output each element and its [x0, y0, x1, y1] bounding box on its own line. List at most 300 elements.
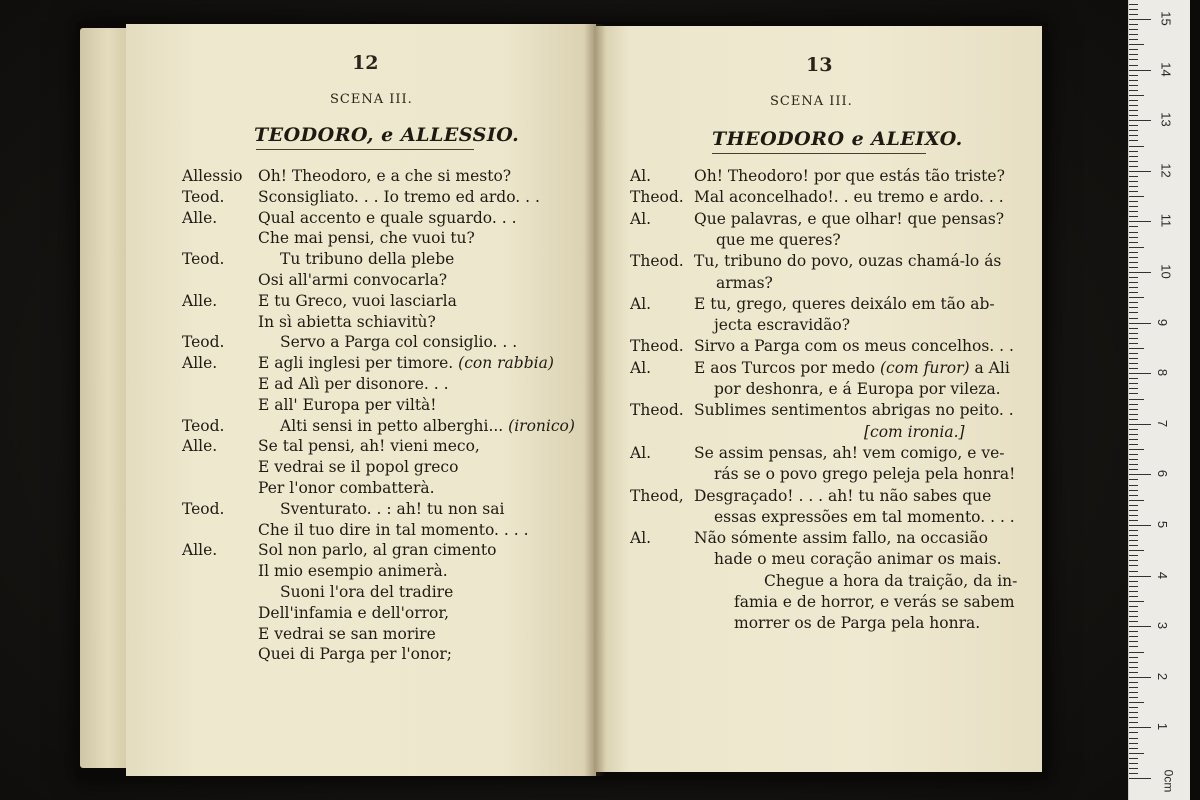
dialogue-line: [258, 604, 449, 622]
dialogue-line: [280, 250, 454, 268]
line-text: por deshonra, e á Europa por vileza.: [714, 380, 1001, 398]
ruler-tick: [1129, 267, 1138, 268]
ruler-tick: [1129, 677, 1151, 678]
ruler-tick: [1129, 748, 1138, 749]
speaker-label: Teod.: [182, 187, 225, 206]
ruler-tick: [1129, 560, 1138, 561]
line-text: Il mio esempio animerà.: [258, 562, 448, 581]
dialogue-line: [280, 333, 517, 351]
ruler-tick: [1129, 768, 1138, 769]
ruler-tick: [1129, 348, 1144, 349]
line-text: Sirvo a Parga com os meus concelhos. . .: [694, 337, 1014, 356]
ruler-tick: [1129, 186, 1138, 187]
line-text: Que palavras, e que olhar! que pensas?: [694, 209, 1005, 228]
dialogue-line: [258, 229, 475, 247]
speaker-label: Al.: [630, 529, 652, 548]
ruler-tick: [1129, 146, 1144, 147]
speaker-label: Alle.: [182, 541, 218, 560]
dialogue-line: [694, 529, 988, 547]
ruler-tick: [1129, 181, 1138, 182]
ruler-tick: [1129, 19, 1151, 20]
ruler-tick: [1129, 687, 1138, 688]
ruler-tick: [1129, 277, 1138, 278]
ruler-tick: [1129, 697, 1138, 698]
ruler-number: 9: [1155, 318, 1171, 326]
ruler-tick: [1129, 54, 1138, 55]
ruler-number: 1: [1155, 723, 1171, 731]
ruler-tick: [1129, 353, 1138, 354]
ruler-tick: [1129, 763, 1138, 764]
stage-direction: (con rabbia): [453, 354, 554, 373]
ruler-tick: [1129, 328, 1138, 329]
line-text: Servo a Parga col consiglio. . .: [280, 333, 518, 352]
line-text: Che il tuo dire in tal momento. . . .: [258, 520, 529, 539]
ruler-tick: [1129, 565, 1138, 566]
ruler-tick: [1129, 343, 1138, 344]
ruler-tick: [1129, 510, 1138, 511]
dialogue-line: [714, 316, 850, 334]
ruler-tick: [1129, 778, 1151, 779]
ruler-tick: [1129, 226, 1138, 227]
speaker-label: Al.: [630, 294, 652, 313]
speaker-label: Teod.: [182, 416, 225, 435]
ruler-tick: [1129, 201, 1138, 202]
ruler-tick: [1129, 393, 1138, 394]
ruler-tick: [1129, 318, 1138, 319]
ruler-tick: [1129, 409, 1138, 410]
dialogue-line: [258, 313, 436, 331]
line-text: E agli inglesi per timore.: [258, 354, 454, 373]
line-text: Tu tribuno della plebe: [280, 250, 455, 269]
ruler-tick: [1129, 515, 1138, 516]
dialogue-line: [694, 252, 1001, 270]
right-page: [594, 26, 1042, 772]
ruler-tick: [1129, 692, 1138, 693]
dialogue-line: [258, 625, 436, 643]
ruler-tick: [1129, 474, 1151, 475]
dialogue-line: [864, 423, 965, 441]
ruler-tick: [1129, 530, 1138, 531]
ruler-tick: [1129, 485, 1138, 486]
ruler-tick: [1129, 657, 1138, 658]
ruler-tick: [1129, 29, 1138, 30]
speaker-label: Theod.: [630, 188, 684, 207]
ruler-tick: [1129, 545, 1138, 546]
ruler-number: 13: [1158, 112, 1174, 127]
line-text: Oh! Theodoro! por que estás tão triste?: [694, 167, 1005, 185]
ruler-tick: [1129, 662, 1138, 663]
dialogue-line: [258, 292, 457, 310]
ruler-tick: [1129, 34, 1138, 35]
ruler-tick: [1129, 39, 1138, 40]
ruler-tick: [1129, 444, 1138, 445]
ruler-tick: [1129, 24, 1138, 25]
line-text: Dell'infamia e dell'orror,: [258, 603, 450, 622]
ruler-tick: [1129, 14, 1138, 15]
dialogue-line: [258, 209, 517, 227]
ruler-number: 11: [1158, 214, 1174, 228]
ruler-number: 2: [1155, 672, 1171, 680]
ruler-tick: [1129, 312, 1138, 313]
line-text: Sublimes sentimentos abrigas no peito. .: [694, 401, 1014, 420]
speaker-label: Theod.: [630, 401, 684, 420]
ruler-tick: [1129, 232, 1138, 233]
ruler-tick: [1129, 414, 1138, 415]
speaker-label: Alle.: [182, 437, 218, 456]
ruler-tick: [1129, 712, 1138, 713]
line-text: rás se o povo grego peleja pela honra!: [714, 465, 1016, 484]
ruler-tick: [1129, 631, 1138, 632]
ruler-tick: [1129, 459, 1138, 460]
ruler-tick: [1129, 606, 1138, 607]
dialogue-line: [764, 572, 1017, 590]
dialogue-line: [716, 231, 841, 249]
stage-direction: [com ironia.]: [864, 422, 965, 441]
ruler-number: 6: [1155, 470, 1171, 478]
ruler-tick: [1129, 540, 1138, 541]
ruler-tick: [1129, 120, 1151, 121]
dialogue-line: [694, 401, 1014, 419]
dialogue-line: [714, 380, 1001, 398]
ruler-tick: [1129, 216, 1138, 217]
ruler-tick: [1129, 383, 1138, 384]
dialogue-line: [694, 210, 1004, 228]
ruler-tick: [1129, 738, 1138, 739]
ruler-tick: [1129, 323, 1151, 324]
ruler-tick: [1129, 636, 1138, 637]
ruler-tick: [1129, 646, 1138, 647]
speaker-label: Theod.: [630, 252, 684, 271]
left-scene-title: SCENA III.: [330, 92, 413, 107]
speaker-label: Teod.: [182, 499, 225, 518]
ruler-tick: [1129, 171, 1151, 172]
speaker-label: Teod.: [182, 250, 225, 269]
left-heading: TEODORO, e ALLESSIO.: [254, 124, 520, 146]
dialogue-line: [694, 295, 995, 313]
ruler-tick: [1129, 125, 1138, 126]
dialogue-line: [280, 500, 504, 518]
ruler-tick: [1129, 191, 1138, 192]
speaker-label: Alle.: [182, 208, 218, 227]
ruler-tick: [1129, 100, 1138, 101]
dialogue-line: [258, 458, 458, 476]
speaker-label: Al.: [630, 443, 652, 462]
ruler-number: 7: [1155, 419, 1171, 427]
line-text: E tu, grego, queres deixálo em tão ab-: [694, 294, 995, 313]
line-text: Suoni l'ora del tradire: [280, 583, 454, 601]
ruler-tick: [1129, 110, 1138, 111]
ruler-tick: [1129, 4, 1138, 5]
line-text: Per l'onor combatterà.: [258, 479, 435, 497]
ruler-tick: [1129, 333, 1138, 334]
ruler-tick: [1129, 520, 1138, 521]
dialogue-line: [258, 541, 496, 559]
ruler-tick: [1129, 297, 1144, 298]
line-text: essas expressões em tal momento. . . .: [714, 507, 1015, 526]
line-text: Se assim pensas, ah! vem comigo, e ve-: [694, 443, 1005, 462]
ruler-tick: [1129, 454, 1138, 455]
ruler-tick: [1129, 378, 1138, 379]
ruler-tick: [1129, 616, 1138, 617]
ruler-tick: [1129, 44, 1144, 45]
line-text: hade o meu coração animar os mais.: [714, 550, 1002, 569]
ruler-tick: [1129, 373, 1151, 374]
ruler-tick: [1129, 621, 1138, 622]
ruler-tick: [1129, 596, 1138, 597]
dialogue-line: [694, 337, 1014, 355]
line-text-tail: a Ali: [969, 358, 1010, 377]
ruler-tick: [1129, 287, 1138, 288]
line-text: E vedrai se il popol greco: [258, 458, 459, 477]
ruler-tick: [1129, 505, 1138, 506]
dialogue-line: [694, 444, 1005, 462]
ruler-tick: [1129, 257, 1138, 258]
ruler-tick: [1129, 272, 1151, 273]
ruler-tick: [1129, 434, 1138, 435]
ruler-tick: [1129, 727, 1151, 728]
left-page: [126, 24, 596, 776]
ruler-tick: [1129, 576, 1151, 577]
ruler-number: 5: [1155, 520, 1171, 529]
speaker-label: Teod.: [182, 333, 225, 352]
ruler-tick: [1129, 49, 1138, 50]
ruler-tick: [1129, 672, 1138, 673]
ruler-tick: [1129, 424, 1151, 425]
ruler-tick: [1129, 211, 1138, 212]
line-text: E vedrai se san morire: [258, 624, 436, 643]
dialogue-line: [258, 375, 449, 393]
speaker-label: Al.: [630, 358, 652, 377]
ruler-tick: [1129, 555, 1138, 556]
ruler-tick: [1129, 105, 1138, 106]
line-text: armas?: [716, 273, 773, 292]
ruler-tick: [1129, 641, 1138, 642]
speaker-label: Alle.: [182, 291, 218, 310]
ruler-tick: [1129, 753, 1144, 754]
dialogue-line: [734, 593, 1015, 611]
speaker-label: Al.: [630, 167, 652, 185]
line-text: Qual accento e quale sguardo. . .: [258, 208, 517, 227]
line-text: Osi all'armi convocarla?: [258, 271, 448, 289]
book-gutter: [584, 24, 606, 776]
left-page-number: 12: [352, 52, 379, 74]
ruler-tick: [1129, 601, 1144, 602]
line-text: Quei di Parga per l'onor;: [258, 645, 452, 664]
ruler-tick: [1129, 90, 1138, 91]
dialogue-line: [258, 271, 447, 289]
ruler-tick: [1129, 652, 1144, 653]
ruler-tick: [1129, 59, 1138, 60]
ruler-tick: [1129, 302, 1138, 303]
ruler-tick: [1129, 490, 1138, 491]
dialogue-line: [716, 274, 773, 292]
dialogue-line: [258, 167, 511, 185]
dialogue-line: [694, 188, 1004, 206]
line-text: Chegue a hora da traição, da in-: [764, 571, 1018, 590]
ruler-tick: [1129, 591, 1138, 592]
stage-direction: (ironico): [503, 416, 575, 435]
ruler-tick: [1129, 682, 1138, 683]
ruler-tick: [1129, 429, 1138, 430]
dialogue-line: [280, 417, 575, 435]
ruler-tick: [1129, 722, 1138, 723]
ruler-tick: [1129, 95, 1144, 96]
ruler-tick: [1129, 495, 1138, 496]
ruler-tick: [1129, 206, 1138, 207]
ruler-tick: [1129, 70, 1151, 71]
ruler-tick: [1129, 611, 1138, 612]
measuring-ruler: [1128, 0, 1191, 800]
dialogue-line: [734, 614, 980, 632]
line-text: que me queres?: [716, 230, 841, 249]
line-text: Che mai pensi, che vuoi tu?: [258, 229, 475, 248]
line-text: jecta escravidão?: [714, 316, 851, 335]
speaker-label: Theod.: [630, 337, 684, 356]
ruler-tick: [1129, 626, 1151, 627]
dialogue-line: [694, 359, 1010, 377]
line-text: Sol non parlo, al gran cimento: [258, 541, 497, 560]
ruler-tick: [1129, 292, 1138, 293]
ruler-tick: [1129, 743, 1138, 744]
left-heading-underline: [256, 149, 474, 150]
ruler-tick: [1129, 85, 1138, 86]
ruler-tick: [1129, 469, 1138, 470]
ruler-tick: [1129, 151, 1138, 152]
speaker-label: Theod,: [630, 486, 684, 505]
dialogue-line: [714, 550, 1002, 568]
ruler-tick: [1129, 404, 1138, 405]
ruler-number: 3: [1155, 622, 1171, 630]
ruler-tick: [1129, 717, 1138, 718]
line-text: Não sómente assim fallo, na occasião: [694, 529, 988, 548]
ruler-tick: [1129, 135, 1138, 136]
ruler-tick: [1129, 262, 1138, 263]
speaker-label: Allessio: [182, 167, 243, 185]
ruler-tick: [1129, 399, 1144, 400]
ruler-tick: [1129, 247, 1144, 248]
ruler-tick: [1129, 707, 1138, 708]
line-text: Desgraçado! . . . ah! tu não sabes que: [694, 486, 992, 505]
line-text: Oh! Theodoro, e a che si mesto?: [258, 167, 512, 185]
ruler-number: 14: [1158, 61, 1174, 77]
line-text: E all' Europa per viltà!: [258, 395, 437, 414]
right-scene-title: SCENA III.: [770, 94, 853, 109]
ruler-tick: [1129, 75, 1138, 76]
ruler-tick: [1129, 282, 1138, 283]
ruler-number: 4: [1155, 571, 1171, 579]
dialogue-line: [258, 645, 452, 663]
right-heading-underline: [712, 153, 926, 154]
ruler-tick: [1129, 237, 1138, 238]
dialogue-line: [694, 487, 991, 505]
ruler-tick: [1129, 252, 1138, 253]
ruler-tick: [1129, 221, 1151, 222]
ruler-tick: [1129, 449, 1144, 450]
dialogue-line: [694, 167, 1005, 185]
ruler-tick: [1129, 363, 1138, 364]
stage-direction: (com furor): [875, 358, 970, 377]
line-text: Mal aconcelhado!. . eu tremo e ardo. . .: [694, 188, 1004, 207]
ruler-tick: [1129, 525, 1151, 526]
ruler-tick: [1129, 115, 1138, 116]
ruler-tick: [1129, 388, 1138, 389]
line-text: morrer os de Parga pela honra.: [734, 614, 981, 633]
ruler-tick: [1129, 758, 1138, 759]
line-text: Alti sensi in petto alberghi...: [280, 416, 504, 435]
dialogue-line: [258, 354, 554, 372]
ruler-tick: [1129, 464, 1138, 465]
line-text: Sventurato. . : ah! tu non sai: [280, 499, 505, 518]
dialogue-line: [714, 465, 1015, 483]
ruler-tick: [1129, 242, 1138, 243]
speaker-label: Alle.: [182, 354, 218, 373]
ruler-tick: [1129, 65, 1138, 66]
ruler-number: 8: [1155, 369, 1171, 377]
ruler-tick: [1129, 368, 1138, 369]
line-text: Tu, tribuno do povo, ouzas chamá-lo ás: [694, 252, 1002, 271]
speaker-label: Al.: [630, 209, 652, 228]
ruler-tick: [1129, 500, 1144, 501]
ruler-tick: [1129, 581, 1138, 582]
ruler-tick: [1129, 535, 1138, 536]
ruler-edge: [1190, 0, 1200, 800]
dialogue-line: [258, 479, 435, 497]
ruler-tick: [1129, 130, 1138, 131]
ruler-number: 12: [1158, 163, 1174, 178]
ruler-tick: [1129, 176, 1138, 177]
ruler-tick: [1129, 702, 1144, 703]
ruler-tick: [1129, 196, 1144, 197]
line-text: In sì abietta schiavitù?: [258, 312, 436, 331]
ruler-tick: [1129, 571, 1138, 572]
dialogue-line: [714, 508, 1015, 526]
line-text: E ad Alì per disonore. . .: [258, 375, 449, 393]
ruler-tick: [1129, 9, 1138, 10]
ruler-tick: [1129, 307, 1138, 308]
ruler-tick: [1129, 773, 1138, 774]
dialogue-line: [258, 396, 437, 414]
ruler-tick: [1129, 419, 1138, 420]
line-text: E tu Greco, vuoi lasciarla: [258, 291, 457, 310]
ruler-number: 10: [1158, 264, 1174, 279]
dialogue-line: [258, 562, 448, 580]
right-page-number: 13: [806, 54, 833, 76]
ruler-tick: [1129, 80, 1138, 81]
ruler-tick: [1129, 586, 1138, 587]
dialogue-line: [258, 437, 480, 455]
right-heading: THEODORO e ALEIXO.: [712, 128, 963, 150]
line-text: E aos Turcos por medo: [694, 358, 876, 377]
line-text: famia e de horror, e verás se sabem: [734, 593, 1015, 611]
ruler-tick: [1129, 732, 1138, 733]
ruler-unit-label: 0cm: [1161, 769, 1176, 793]
line-text: Sconsigliato. . . Io tremo ed ardo. . .: [258, 187, 540, 206]
ruler-tick: [1129, 358, 1138, 359]
line-text: Se tal pensi, ah! vieni meco,: [258, 437, 480, 456]
ruler-tick: [1129, 140, 1138, 141]
ruler-tick: [1129, 479, 1138, 480]
ruler-tick: [1129, 550, 1144, 551]
ruler-tick: [1129, 338, 1138, 339]
ruler-tick: [1129, 439, 1138, 440]
ruler-tick: [1129, 161, 1138, 162]
dialogue-line: [258, 188, 540, 206]
dialogue-line: [258, 521, 529, 539]
dialogue-line: [280, 583, 453, 601]
ruler-tick: [1129, 166, 1138, 167]
ruler-tick: [1129, 667, 1138, 668]
ruler-tick: [1129, 156, 1138, 157]
